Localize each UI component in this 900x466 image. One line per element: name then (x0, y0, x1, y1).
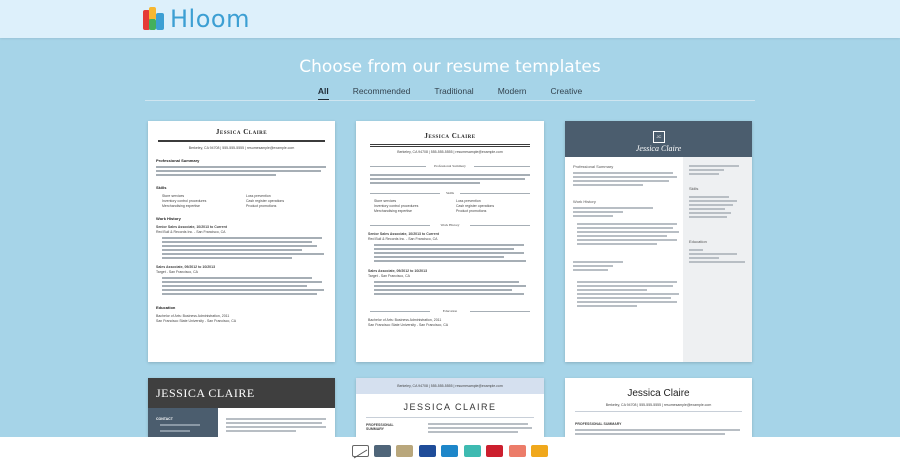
text-line (374, 248, 514, 250)
tab-creative[interactable]: Creative (550, 86, 583, 96)
text-line (689, 173, 719, 175)
text-line (374, 281, 519, 283)
text-line (689, 253, 737, 255)
section-summary: PROFESSIONAL SUMMARY (366, 423, 394, 431)
divider (370, 144, 530, 145)
text-line (162, 241, 312, 243)
text-line (374, 285, 526, 287)
swatch-teal[interactable] (464, 445, 481, 457)
text-line (573, 184, 643, 186)
resume-contact: Berkeley, CA 94708 | 555-555-5555 | resumesample@example.com (397, 150, 503, 154)
section-skills: Skills (689, 186, 699, 191)
text-line (374, 256, 504, 258)
job-company: Target - San Francisco, CA (368, 274, 411, 278)
resume-name: Jessica Claire (635, 144, 682, 153)
text-line (160, 430, 190, 432)
text-line (577, 231, 679, 233)
text-line (689, 257, 719, 259)
text-line (162, 277, 312, 279)
text-line (573, 261, 623, 263)
text-line (162, 293, 317, 295)
text-line (575, 429, 740, 431)
divider (366, 417, 534, 418)
divider (474, 166, 530, 167)
template-card-5[interactable] (356, 378, 544, 437)
text-line (689, 165, 739, 167)
swatch-red[interactable] (486, 445, 503, 457)
text-line (577, 285, 673, 287)
text-line (577, 281, 677, 283)
job-company: Red Bull & Records Inc. - San Francisco, CA (156, 230, 226, 234)
text-line (573, 207, 653, 209)
skill-item: Merchandising expertise (162, 204, 200, 208)
text-line (577, 227, 673, 229)
text-line (162, 285, 307, 287)
template-card-4[interactable] (148, 378, 335, 437)
swatch-orange[interactable] (531, 445, 548, 457)
section-work: Work History (440, 223, 460, 227)
text-line (370, 182, 480, 184)
divider (158, 140, 325, 142)
section-contact: CONTACT (156, 417, 173, 421)
text-line (162, 253, 324, 255)
tab-traditional[interactable]: Traditional (434, 86, 474, 96)
text-line (374, 289, 512, 291)
template-card-3[interactable] (565, 121, 752, 362)
swatch-blue[interactable] (441, 445, 458, 457)
text-line (162, 289, 324, 291)
section-summary: Professional Summary (573, 164, 614, 169)
text-line (577, 293, 679, 295)
job-title: Sales Associate, 09/2012 to 10/2013 (156, 265, 216, 269)
text-line (573, 172, 673, 174)
resume-contact: Berkeley, CA 94708 | 555-555-5555 | resumesample@example.com (605, 403, 712, 407)
resume-name: JESSICA CLAIRE (403, 402, 497, 412)
divider (370, 146, 530, 147)
skill-item: Product promotions (246, 204, 277, 208)
skill-item: Loss prevention (246, 194, 271, 198)
resume-sidebar (148, 408, 218, 437)
tab-all[interactable]: All (318, 86, 329, 100)
text-line (226, 426, 326, 428)
section-education: Education (689, 239, 707, 244)
skill-item: Store services (374, 199, 397, 203)
text-line (226, 430, 296, 432)
skill-item: Cash register operations (246, 199, 285, 203)
text-line (577, 243, 657, 245)
text-line (689, 249, 703, 251)
divider (575, 411, 742, 412)
category-tabs (0, 86, 900, 100)
text-line (573, 269, 608, 271)
swatch-navy[interactable] (419, 445, 436, 457)
text-line (689, 208, 725, 210)
job-title: Sales Associate, 09/2012 to 10/2013 (368, 269, 428, 273)
text-line (689, 212, 731, 214)
school: San Francisco State University - San Francisco, CA (156, 319, 237, 323)
skill-item: Store services (162, 194, 185, 198)
resume-contact: Berkeley, CA 94708 | 555-555-5555 | resumesample@example.com (188, 146, 295, 150)
text-line (428, 431, 518, 433)
degree: Bachelor of Arts: Business Administration, 2011 (156, 314, 230, 318)
skill-item: Product promotions (456, 209, 487, 213)
text-line (162, 281, 322, 283)
text-line (573, 211, 623, 213)
text-line (577, 223, 677, 225)
text-line (374, 244, 524, 246)
skill-item: Cash register operations (456, 204, 495, 208)
skill-item: Inventory control procedures (162, 199, 207, 203)
text-line (577, 301, 677, 303)
text-line (577, 289, 647, 291)
divider (470, 311, 530, 312)
resume-contact: Berkeley, CA 94708 | 555-555-5555 | resumesample@example.com (397, 384, 503, 388)
tab-recommended[interactable]: Recommended (352, 86, 411, 96)
page-title: Choose from our resume templates (299, 57, 601, 77)
job-company: Target - San Francisco, CA (156, 270, 199, 274)
tab-modern[interactable]: Modern (497, 86, 527, 96)
swatch-khaki[interactable] (396, 445, 413, 457)
text-line (573, 215, 613, 217)
text-line (689, 204, 733, 206)
resume-name: JESSICA CLAIRE (156, 386, 255, 400)
text-line (162, 257, 292, 259)
text-line (374, 252, 524, 254)
text-line (226, 422, 322, 424)
text-line (573, 176, 677, 178)
text-line (689, 200, 737, 202)
template-card-1[interactable] (148, 121, 335, 362)
skill-item: Inventory control procedures (374, 204, 419, 208)
text-line (162, 237, 322, 239)
hloom-logo-icon (143, 7, 167, 31)
text-line (162, 245, 317, 247)
section-skills: Skills (156, 185, 167, 190)
divider (470, 225, 530, 226)
logo-text: Hloom (170, 5, 250, 33)
swatch-salmon[interactable] (509, 445, 526, 457)
monogram-icon: JC (653, 131, 665, 143)
section-summary: PROFESSIONAL SUMMARY (575, 422, 622, 426)
text-line (156, 170, 321, 172)
text-line (370, 178, 525, 180)
hloom-logo[interactable] (143, 6, 250, 32)
school: San Francisco State University - San Francisco, CA (368, 323, 449, 327)
pattern-icon (353, 449, 368, 459)
text-line (226, 418, 326, 420)
text-line (428, 423, 528, 425)
text-line (577, 235, 667, 237)
text-line (162, 249, 302, 251)
text-line (573, 265, 613, 267)
job-title: Senior Sales Associate, 10/2013 to Current (156, 225, 227, 229)
tabs-divider (145, 100, 755, 101)
resume-name: Jessica Claire (424, 132, 476, 140)
template-card-6[interactable] (565, 378, 752, 437)
section-education: Education (442, 309, 458, 313)
degree: Bachelor of Arts: Business Administration, 2011 (368, 318, 442, 322)
section-summary: Professional Summary (434, 164, 466, 168)
resume-name: Jessica Claire (627, 388, 690, 399)
text-line (689, 169, 724, 171)
text-line (689, 196, 729, 198)
swatch-pattern[interactable] (352, 445, 369, 457)
text-line (156, 174, 276, 176)
text-line (160, 424, 200, 426)
text-line (370, 174, 530, 176)
top-bar (0, 0, 900, 38)
section-skills: Skills (446, 191, 454, 195)
text-line (689, 261, 745, 263)
text-line (428, 427, 532, 429)
template-card-2[interactable] (356, 121, 544, 362)
job-title: Senior Sales Associate, 10/2013 to Current (368, 232, 439, 236)
text-line (156, 166, 326, 168)
text-line (577, 297, 671, 299)
resume-name: Jessica Claire (215, 128, 268, 136)
text-line (374, 293, 524, 295)
section-education: Education (156, 305, 176, 310)
skill-item: Loss prevention (456, 199, 481, 203)
swatch-slate[interactable] (374, 445, 391, 457)
text-line (374, 260, 526, 262)
text-line (577, 239, 677, 241)
divider (460, 193, 530, 194)
section-work: Work History (573, 199, 596, 204)
section-work: Work History (156, 216, 181, 221)
text-line (573, 180, 669, 182)
section-summary: Professional Summary (156, 158, 200, 163)
text-line (689, 216, 727, 218)
job-company: Red Bull & Records Inc. - San Francisco, CA (368, 237, 438, 241)
skill-item: Merchandising expertise (374, 209, 412, 213)
text-line (575, 433, 725, 435)
text-line (577, 305, 637, 307)
